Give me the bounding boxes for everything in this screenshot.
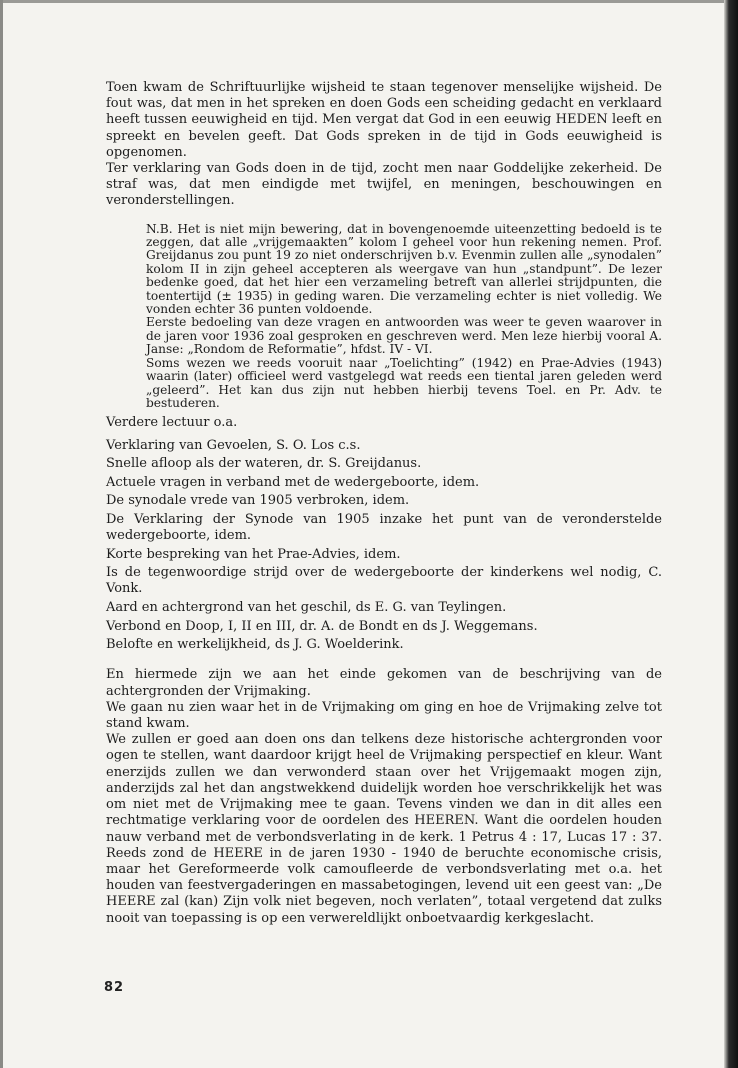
- note-paragraph: Eerste bedoeling van deze vragen en antwoorden was weer te geven waarover in de jaren voor 1936 zoal gesproken en geschreven werd. Men leze hierbij vooral A. Janse: „Rondom de Reformatie”, hfdst. IV - VI.: [146, 315, 662, 357]
- page-content: [106, 80, 662, 927]
- note-block: [146, 223, 662, 411]
- closing-paragraph: We zullen er goed aan doen ons dan telkens deze historische achtergronden voor ogen te stellen, want daardoor krijgt heel de Vrijmaking perspectief en kleur. Want enerzijds zullen we dan verwonderd staan over het Vrijgemaakt mogen zijn, anderzijds zal het dan angstwekkend duidelijk worden hoe verschrikkelijk het was om niet met de Vrijmaking mee te gaan. Tevens vinden we dan in dit alles een rechtmatige verklaring voor de oordelen des HEEREN. Want die oordelen houden nauw verband met de verbondsverlating in de kerk. 1 Petrus 4 : 17, Lucas 17 : 37. Reeds zond de HEERE in de jaren 1930 - 1940 de beruchte economische crisis, maar het Gereformeerde volk camoufleerde de verbondsverlating met o.a. het houden van feestvergaderingen en massabetogingen, levend uit een geest van: „De HEERE zal (kan) Zijn volk niet begeven, noch verlaten”, totaal vergetend dat zulks nooit van toepassing is op een verwereldlijkt onboetvaardig kerkgeslacht.: [106, 732, 662, 926]
- closing-paragraph: En hiermede zijn we aan het einde gekomen van de beschrijving van de achtergronden der Vrijmaking.: [106, 667, 662, 699]
- reading-item: Verbond en Doop, I, II en III, dr. A. de Bondt en ds J. Weggemans.: [106, 618, 538, 634]
- reading-item: Korte bespreking van het Prae-Advies, idem.: [106, 546, 401, 562]
- note-paragraph: N.B. Het is niet mijn bewering, dat in bovengenoemde uiteenzetting bedoeld is te zeggen, dat alle „vrijgemaakten” kolom I geheel voor hun rekening nemen. Prof. Greijdanus zou punt 19 zo niet onderschrijven b.v. Evenmin zullen alle „synodalen” kolom II in zijn geheel accepteren als weergave van hun „standpunt”. De lezer bedenke goed, dat het hier een verzameling betreft van allerlei strijdpunten, die toentertijd (± 1935) in geding waren. Die verzameling echter is niet volledig. We vonden echter 36 punten voldoende.: [146, 221, 662, 317]
- intro-paragraph: Toen kwam de Schriftuurlijke wijsheid te staan tegenover menselijke wijsheid. De fout was, dat men in het spreken en doen Gods een scheiding gedacht en verklaard heeft tussen eeuwigheid en tijd. Men vergat dat God in een eeuwig HEDEN leeft en spreekt en bevelen geeft. Dat Gods spreken in de tijd in Gods eeuwigheid is opgenomen.: [106, 80, 662, 160]
- reading-heading: Verdere lectuur o.a.: [106, 415, 238, 431]
- reading-item: Is de tegenwoordige strijd over de wedergeboorte der kinderkens wel nodig, C. Vonk.: [106, 565, 662, 597]
- closing-paragraph: We gaan nu zien waar het in de Vrijmaking om ging en hoe de Vrijmaking zelve tot stand kwam.: [106, 699, 662, 732]
- reading-item: De synodale vrede van 1905 verbroken, idem.: [106, 493, 410, 509]
- intro-paragraph: Ter verklaring van Gods doen in de tijd, zocht men naar Goddelijke zekerheid. De straf was, dat men eindigde met twijfel, en meningen, beschouwingen en veronderstellingen.: [106, 161, 662, 209]
- closing-section: [106, 667, 662, 926]
- reading-item: Aard en achtergrond van het geschil, ds E. G. van Teylingen.: [106, 600, 507, 616]
- page-left-edge: [0, 0, 3, 1068]
- intro-section: [106, 80, 662, 210]
- page-number: 82: [104, 980, 125, 995]
- reading-item: Snelle afloop als der wateren, dr. S. Greijdanus.: [106, 456, 422, 472]
- reading-list: [106, 438, 662, 654]
- further-reading: [106, 415, 662, 653]
- reading-item: Actuele vragen in verband met de wedergeboorte, idem.: [106, 474, 480, 490]
- reading-item: Verklaring van Gevoelen, S. O. Los c.s.: [106, 437, 361, 453]
- book-spine-shadow: [724, 0, 738, 1068]
- reading-item: De Verklaring der Synode van 1905 inzake het punt van de veronderstelde wedergeboorte, idem.: [106, 511, 662, 544]
- page-top-edge: [0, 0, 738, 3]
- reading-item: Belofte en werkelijkheid, ds J. G. Woelderink.: [106, 637, 404, 653]
- note-paragraph: Soms wezen we reeds vooruit naar „Toelichting” (1942) en Prae-Advies (1943) waarin (later) officieel werd vastgelegd wat reeds een tiental jaren geleden werd „geleerd”. Het kan dus zijn nut hebben hierbij tevens Toel. en Pr. Adv. te bestuderen.: [146, 355, 662, 410]
